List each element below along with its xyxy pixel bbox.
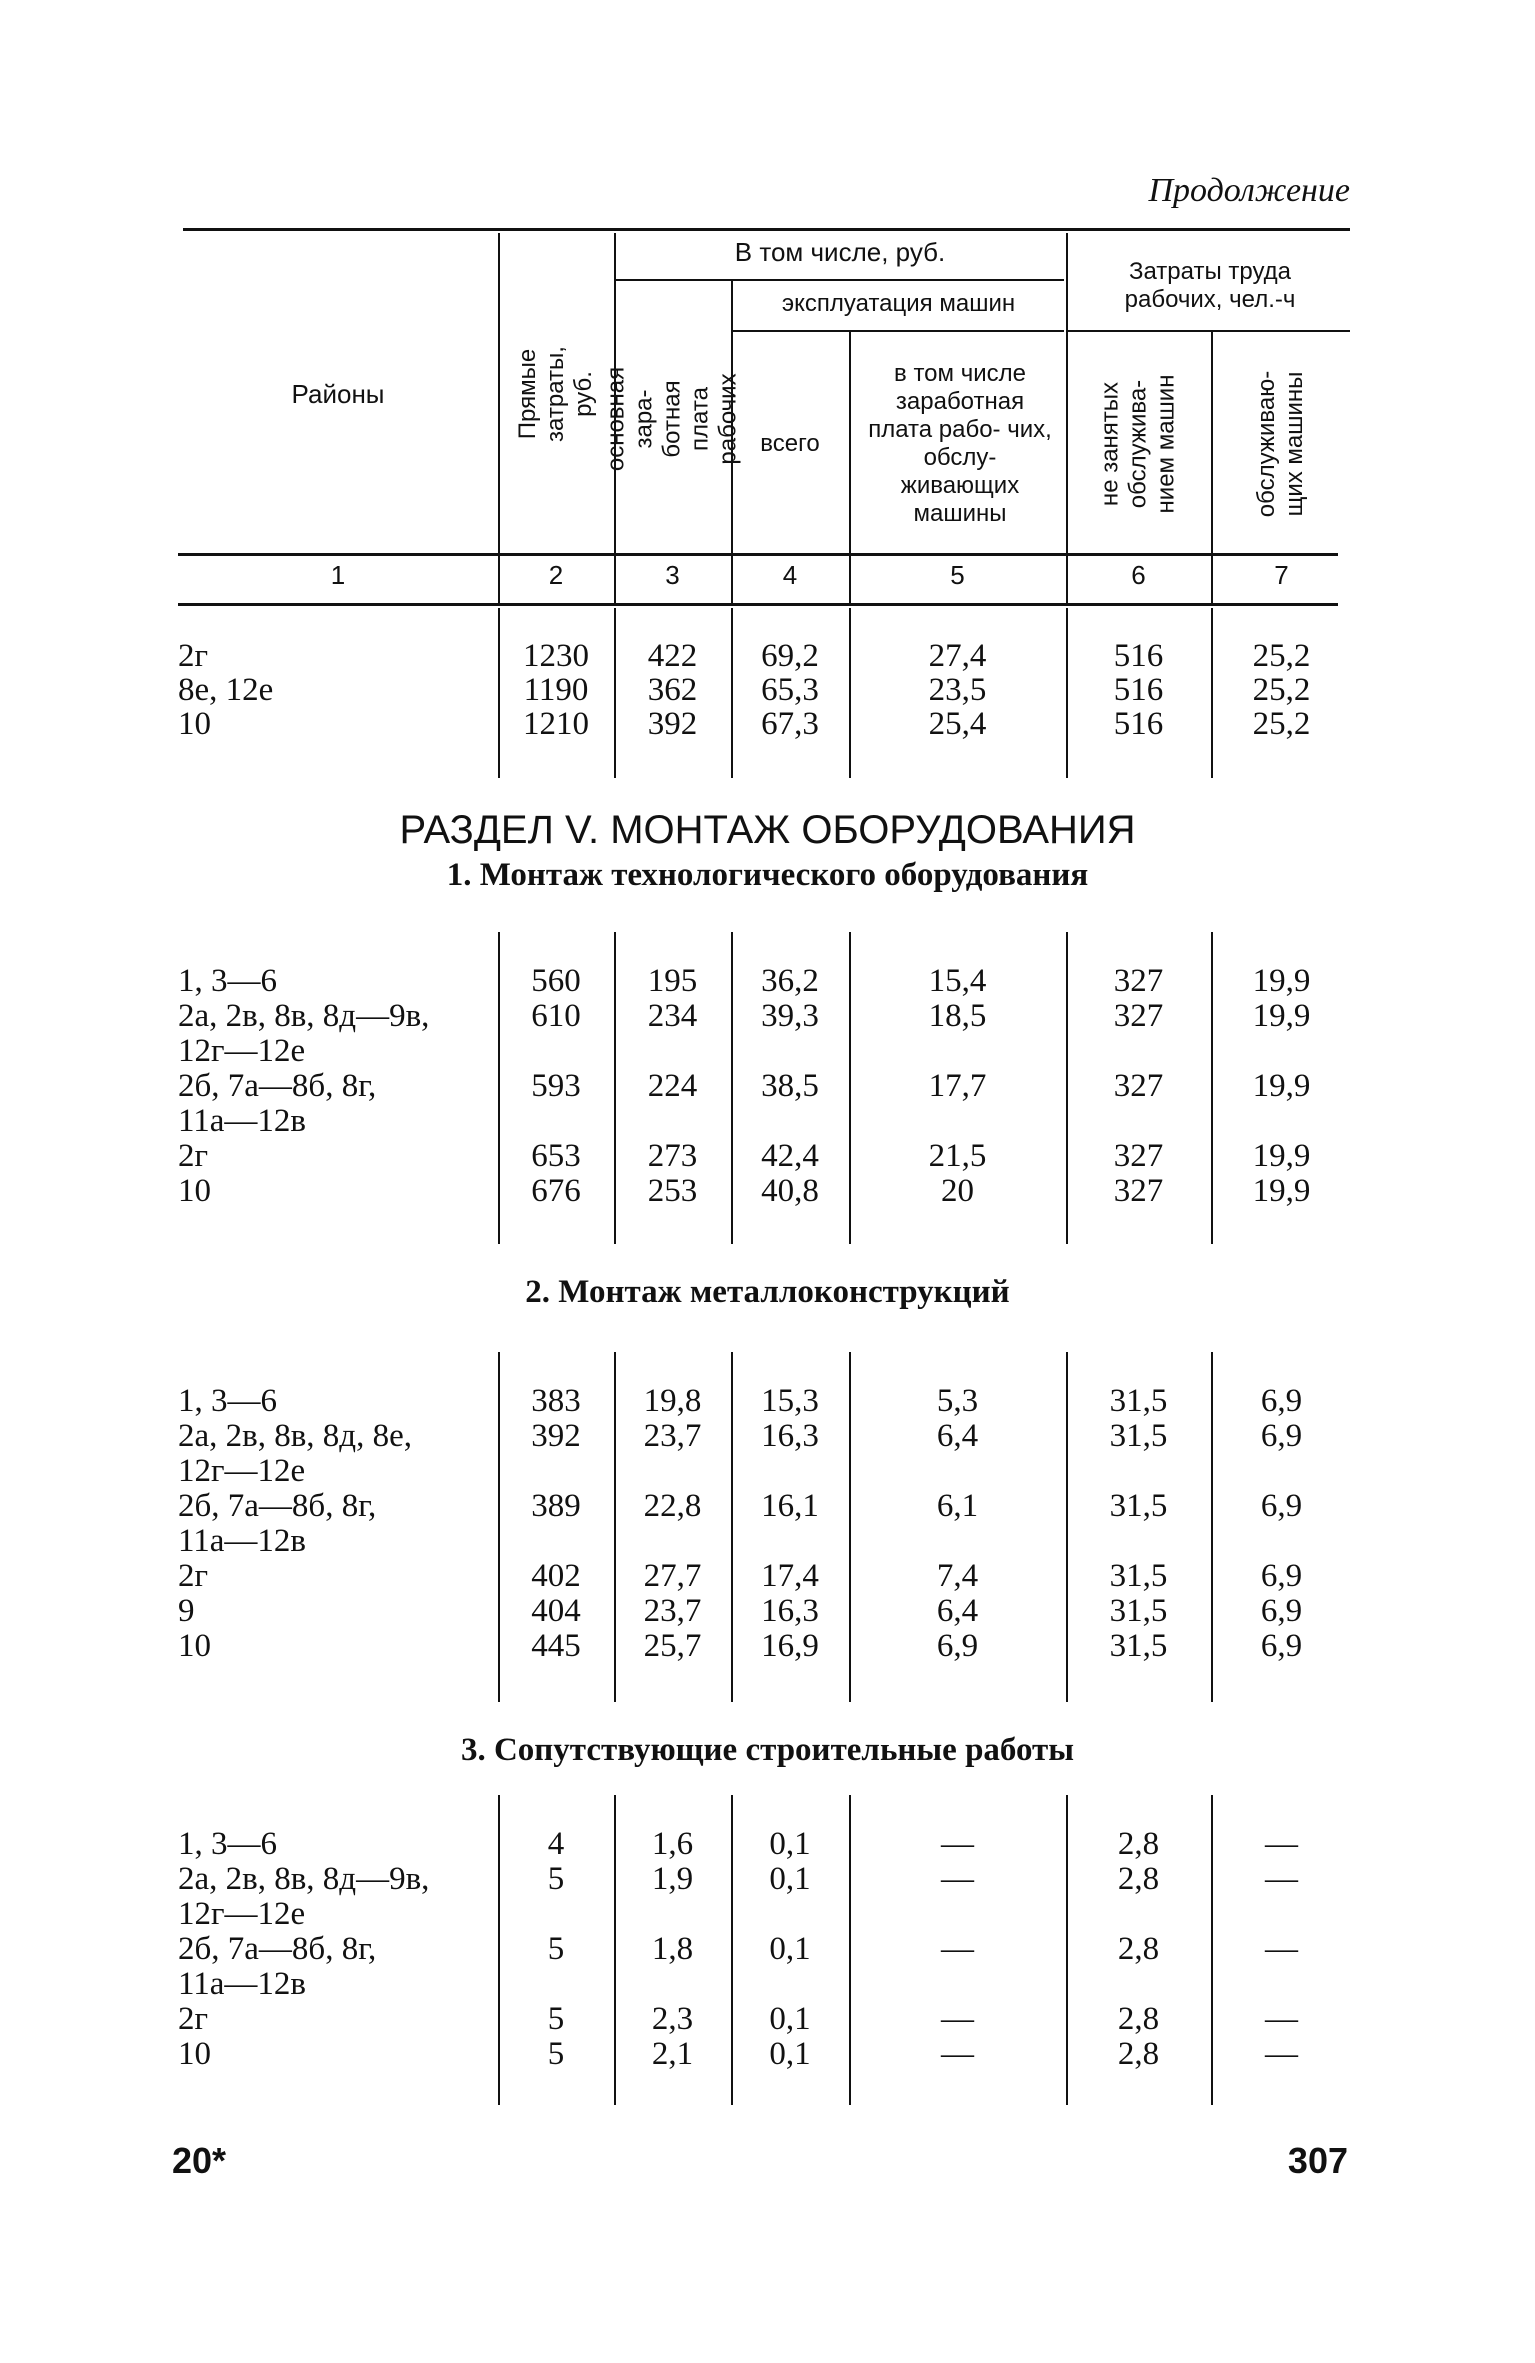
header-labor-serving: обслуживаю- щих машины <box>1253 370 1309 518</box>
table-row <box>0 1593 1535 1629</box>
value-cell: 19,9 <box>1252 963 1311 999</box>
value-cell: 676 <box>531 1173 581 1209</box>
value-cell: — <box>941 1931 974 1967</box>
value-cell: 234 <box>647 998 698 1034</box>
region-cell: 10 <box>178 1173 211 1209</box>
value-cell: 327 <box>1113 1173 1164 1209</box>
value-cell: 19,9 <box>1252 998 1311 1034</box>
table-top-rule <box>183 228 1350 231</box>
value-cell: 16,3 <box>761 1593 819 1629</box>
header-bottom-rule <box>178 553 1338 556</box>
value-cell: 224 <box>647 1068 698 1104</box>
header-labor-group: Затраты труда рабочих, чел.-ч <box>1124 258 1296 313</box>
value-cell: 25,2 <box>1252 638 1311 674</box>
value-cell: 36,2 <box>761 963 819 999</box>
value-cell: 653 <box>531 1138 581 1174</box>
table-row <box>0 2036 1535 2072</box>
header-total: всего <box>760 430 820 457</box>
subsection-title: 1. Монтаж технологического оборудования <box>446 857 1089 893</box>
value-cell: 27,7 <box>643 1558 702 1594</box>
header-machines-group: эксплуатация машин <box>781 290 1016 317</box>
value-cell: — <box>1265 1861 1298 1897</box>
value-cell: 16,1 <box>761 1488 819 1524</box>
table-row <box>0 1383 1535 1419</box>
value-cell: — <box>1265 2001 1298 2037</box>
value-cell: 19,9 <box>1252 1068 1311 1104</box>
value-cell: 253 <box>647 1173 698 1209</box>
value-cell: 327 <box>1113 1068 1164 1104</box>
value-cell: — <box>941 2036 974 2072</box>
value-cell: 42,4 <box>761 1138 819 1174</box>
table-row <box>0 1558 1535 1594</box>
value-cell: — <box>1265 1931 1298 1967</box>
value-cell: — <box>1265 2036 1298 2072</box>
value-cell: 1,6 <box>651 1826 694 1862</box>
region-cell: 12г—12е <box>178 1453 306 1489</box>
table-row <box>0 1453 1535 1489</box>
value-cell: 23,7 <box>643 1593 702 1629</box>
header-regions: Районы <box>291 379 385 409</box>
table-row <box>0 1033 1535 1069</box>
value-cell: 19,9 <box>1252 1138 1311 1174</box>
value-cell: 6,4 <box>936 1593 979 1629</box>
header-machine-wage: в том числе заработная плата рабо- чих, обслу- живающих машины <box>868 360 1052 527</box>
value-cell: 5 <box>547 1861 565 1897</box>
value-cell: 327 <box>1113 963 1164 999</box>
value-cell: 1230 <box>523 638 589 674</box>
region-cell: 12г—12е <box>178 1896 306 1932</box>
column-number: 7 <box>1274 560 1289 590</box>
region-cell: 2г <box>178 1558 209 1594</box>
value-cell: 610 <box>531 998 581 1034</box>
value-cell: 6,4 <box>936 1418 979 1454</box>
region-cell: 2г <box>178 1138 209 1174</box>
value-cell: 5,3 <box>936 1383 979 1419</box>
value-cell: 4 <box>547 1826 565 1862</box>
value-cell: 2,1 <box>651 2036 694 2072</box>
region-cell: 2а, 2в, 8в, 8д—9в, <box>178 998 430 1034</box>
value-cell: 38,5 <box>761 1068 819 1104</box>
value-cell: 392 <box>647 706 698 742</box>
value-cell: 273 <box>647 1138 698 1174</box>
value-cell: 16,3 <box>761 1418 819 1454</box>
table-row <box>0 672 1535 708</box>
value-cell: 17,7 <box>928 1068 987 1104</box>
value-cell: 19,8 <box>643 1383 702 1419</box>
region-cell: 11а—12в <box>178 1103 307 1139</box>
table-row <box>0 1488 1535 1524</box>
region-cell: 2г <box>178 638 209 674</box>
value-cell: 404 <box>531 1593 581 1629</box>
value-cell: 6,9 <box>1260 1383 1303 1419</box>
region-cell: 11а—12в <box>178 1523 307 1559</box>
value-cell: — <box>941 1861 974 1897</box>
value-cell: 1190 <box>523 672 589 708</box>
header-incl-group: В том числе, руб. <box>734 237 946 267</box>
value-cell: 327 <box>1113 1138 1164 1174</box>
value-cell: 67,3 <box>761 706 819 742</box>
value-cell: 0,1 <box>769 1826 811 1862</box>
value-cell: 5 <box>547 2001 565 2037</box>
value-cell: 0,1 <box>769 1861 811 1897</box>
value-cell: 593 <box>531 1068 581 1104</box>
column-number: 3 <box>665 560 680 590</box>
region-cell: 10 <box>178 706 211 742</box>
value-cell: 6,9 <box>1260 1488 1303 1524</box>
value-cell: 25,2 <box>1252 672 1311 708</box>
region-cell: 1, 3—6 <box>178 1826 277 1862</box>
value-cell: 2,8 <box>1117 1931 1160 1967</box>
colnum-bottom-rule <box>178 603 1338 606</box>
value-cell: 6,9 <box>936 1628 979 1664</box>
region-cell: 9 <box>178 1593 195 1629</box>
value-cell: 0,1 <box>769 2036 811 2072</box>
page-signature: 20* <box>172 2140 227 2181</box>
region-cell: 8е, 12е <box>178 672 274 708</box>
section-title: РАЗДЕЛ V. МОНТАЖ ОБОРУДОВАНИЯ <box>399 808 1136 852</box>
value-cell: 7,4 <box>936 1558 979 1594</box>
region-cell: 2б, 7а—8б, 8г, <box>178 1931 377 1967</box>
header-basic-wage: основная зара- ботная плата рабочих <box>602 366 742 472</box>
value-cell: 23,7 <box>643 1418 702 1454</box>
table-row <box>0 1826 1535 1862</box>
value-cell: 19,9 <box>1252 1173 1311 1209</box>
value-cell: 6,9 <box>1260 1418 1303 1454</box>
table-row <box>0 998 1535 1034</box>
region-cell: 2а, 2в, 8в, 8д—9в, <box>178 1861 430 1897</box>
value-cell: 2,3 <box>651 2001 694 2037</box>
value-cell: 516 <box>1113 672 1164 708</box>
value-cell: 31,5 <box>1109 1383 1168 1419</box>
value-cell: 516 <box>1113 706 1164 742</box>
value-cell: 2,8 <box>1117 2036 1160 2072</box>
value-cell: 40,8 <box>761 1173 819 1209</box>
table-row <box>0 1173 1535 1209</box>
column-number: 6 <box>1131 560 1146 590</box>
value-cell: 15,3 <box>761 1383 819 1419</box>
column-number: 2 <box>548 560 564 590</box>
value-cell: 1,8 <box>651 1931 694 1967</box>
column-number: 4 <box>782 560 798 590</box>
region-cell: 2г <box>178 2001 209 2037</box>
table-row <box>0 1896 1535 1932</box>
machines-group-rule <box>731 330 1064 332</box>
value-cell: 1210 <box>523 706 589 742</box>
value-cell: 383 <box>531 1383 581 1419</box>
table-row <box>0 1628 1535 1664</box>
subsection-title: 2. Монтаж металлоконструкций <box>525 1274 1010 1310</box>
value-cell: 18,5 <box>928 998 987 1034</box>
value-cell: 31,5 <box>1109 1628 1168 1664</box>
header-direct-costs: Прямые затраты, руб. <box>514 346 597 442</box>
value-cell: 6,9 <box>1260 1558 1303 1594</box>
value-cell: 31,5 <box>1109 1593 1168 1629</box>
value-cell: 16,9 <box>761 1628 819 1664</box>
value-cell: 5 <box>547 1931 565 1967</box>
table-row <box>0 1861 1535 1897</box>
value-cell: 2,8 <box>1117 1826 1160 1862</box>
value-cell: 6,1 <box>936 1488 979 1524</box>
value-cell: 31,5 <box>1109 1488 1168 1524</box>
header-labor-not-serving: не занятых обслужива- нием машин <box>1096 374 1180 514</box>
region-cell: 2б, 7а—8б, 8г, <box>178 1068 377 1104</box>
value-cell: 392 <box>531 1418 581 1454</box>
table-row <box>0 963 1535 999</box>
value-cell: 25,7 <box>643 1628 702 1664</box>
value-cell: 15,4 <box>928 963 987 999</box>
subsection-title: 3. Сопутствующие строительные работы <box>460 1732 1075 1768</box>
continuation-label: Продолжение <box>1148 172 1350 209</box>
page-number: 307 <box>1287 2140 1348 2181</box>
region-cell: 11а—12в <box>178 1966 307 2002</box>
value-cell: 17,4 <box>761 1558 819 1594</box>
table-row <box>0 1966 1535 2002</box>
value-cell: 6,9 <box>1260 1593 1303 1629</box>
value-cell: — <box>941 1826 974 1862</box>
table-row <box>0 1418 1535 1454</box>
value-cell: 39,3 <box>761 998 819 1034</box>
value-cell: 389 <box>531 1488 581 1524</box>
value-cell: 25,4 <box>928 706 987 742</box>
table-row <box>0 1138 1535 1174</box>
value-cell: 2,8 <box>1117 1861 1160 1897</box>
table-row <box>0 706 1535 742</box>
value-cell: 422 <box>647 638 698 674</box>
value-cell: 5 <box>547 2036 565 2072</box>
region-cell: 10 <box>178 2036 211 2072</box>
value-cell: — <box>941 2001 974 2037</box>
table-row <box>0 638 1535 674</box>
value-cell: 2,8 <box>1117 2001 1160 2037</box>
region-cell: 1, 3—6 <box>178 963 277 999</box>
value-cell: 21,5 <box>928 1138 987 1174</box>
value-cell: 31,5 <box>1109 1418 1168 1454</box>
value-cell: 1,9 <box>651 1861 694 1897</box>
table-row <box>0 1103 1535 1139</box>
region-cell: 2а, 2в, 8в, 8д, 8е, <box>178 1418 412 1454</box>
value-cell: 195 <box>647 963 698 999</box>
labor-group-rule <box>1068 330 1350 332</box>
value-cell: 362 <box>647 672 698 708</box>
value-cell: 327 <box>1113 998 1164 1034</box>
column-number: 5 <box>950 560 965 590</box>
value-cell: 402 <box>531 1558 581 1594</box>
value-cell: 0,1 <box>769 1931 811 1967</box>
value-cell: 27,4 <box>928 638 987 674</box>
value-cell: 0,1 <box>769 2001 811 2037</box>
value-cell: 31,5 <box>1109 1558 1168 1594</box>
value-cell: 25,2 <box>1252 706 1311 742</box>
value-cell: — <box>1265 1826 1298 1862</box>
table-row <box>0 1068 1535 1104</box>
region-cell: 10 <box>178 1628 211 1664</box>
value-cell: 516 <box>1113 638 1164 674</box>
value-cell: 6,9 <box>1260 1628 1303 1664</box>
region-cell: 2б, 7а—8б, 8г, <box>178 1488 377 1524</box>
value-cell: 22,8 <box>643 1488 702 1524</box>
table-row <box>0 2001 1535 2037</box>
value-cell: 23,5 <box>928 672 987 708</box>
value-cell: 560 <box>531 963 581 999</box>
column-number: 1 <box>330 560 346 590</box>
region-cell: 1, 3—6 <box>178 1383 277 1419</box>
table-row <box>0 1523 1535 1559</box>
value-cell: 65,3 <box>761 672 819 708</box>
value-cell: 20 <box>941 1173 974 1209</box>
value-cell: 69,2 <box>761 638 819 674</box>
value-cell: 445 <box>531 1628 581 1664</box>
incl-group-rule <box>616 279 1064 281</box>
table-row <box>0 1931 1535 1967</box>
region-cell: 12г—12е <box>178 1033 306 1069</box>
